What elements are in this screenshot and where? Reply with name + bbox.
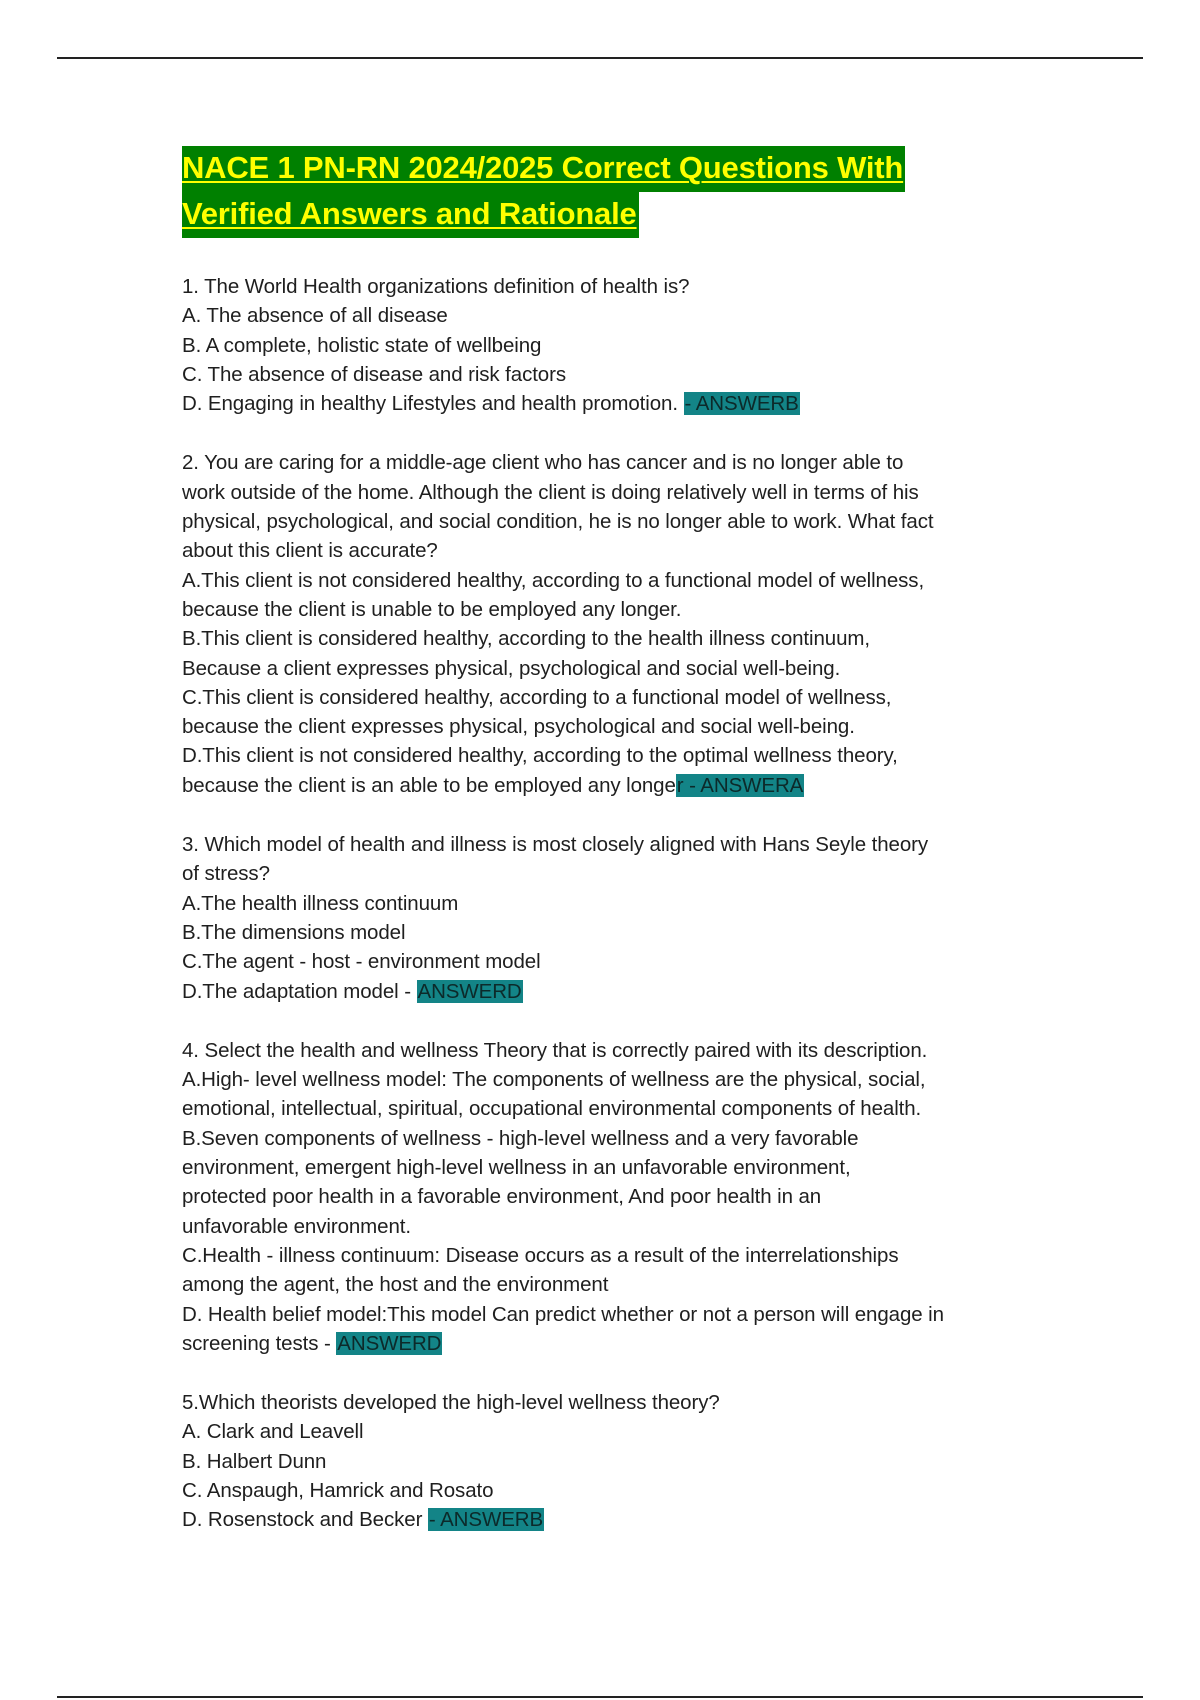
question-2-option-c: C.This client is considered healthy, according to a functional model of wellness,: [182, 685, 892, 709]
question-4-option-c-cont: among the agent, the host and the environment: [182, 1273, 609, 1297]
question-2: [182, 448, 1062, 800]
question-4-option-c: C.Health - illness continuum: Disease occurs as a result of the interrelationships: [182, 1243, 899, 1267]
question-2-prompt-line: about this client is accurate?: [182, 539, 438, 563]
question-3-option-d: [182, 977, 1062, 1006]
question-5: [182, 1388, 1062, 1534]
question-4-option-b-cont: environment, emergent high-level wellness in an unfavorable environment,: [182, 1156, 851, 1180]
question-2-prompt-line: physical, psychological, and social condition, he is no longer able to work. What fact: [182, 510, 934, 534]
question-4-option-d: D. Health belief model:This model Can predict whether or not a person will engage in: [182, 1302, 944, 1326]
question-1-answer-tag: - ANSWERB: [684, 392, 799, 416]
question-3-option-c: C.The agent - host - environment model: [182, 950, 541, 974]
title-line-1: NACE 1 PN-RN 2024/2025 Correct Questions With: [182, 146, 905, 192]
question-3-prompt-line: 3. Which model of health and illness is most closely aligned with Hans Seyle theory: [182, 833, 929, 857]
question-1-option-a: A. The absence of all disease: [182, 304, 448, 328]
question-4: [182, 1036, 1062, 1358]
question-4-option-d-cont: [182, 1329, 1062, 1358]
question-1-option-d-text: D. Engaging in healthy Lifestyles and health promotion.: [182, 392, 684, 416]
question-5-option-d: [182, 1505, 1062, 1534]
question-2-option-d-text: because the client is an able to be employed any longe: [182, 773, 676, 797]
question-2-option-d: D.This client is not considered healthy, according to the optimal wellness theory,: [182, 744, 898, 768]
question-2-prompt-line: work outside of the home. Although the client is doing relatively well in terms of his: [182, 480, 919, 504]
question-5-option-c: C. Anspaugh, Hamrick and Rosato: [182, 1478, 494, 1502]
question-1-option-b: B. A complete, holistic state of wellbeing: [182, 333, 542, 357]
question-3-option-d-text: D.The adaptation model -: [182, 979, 417, 1003]
question-1-option-c: C. The absence of disease and risk factors: [182, 362, 566, 386]
question-1: [182, 272, 1062, 418]
question-2-option-b-cont: Because a client expresses physical, psychological and social well-being.: [182, 656, 841, 680]
question-4-answer-tag: ANSWERD: [337, 1331, 442, 1355]
question-3-option-b: B.The dimensions model: [182, 920, 406, 944]
question-3-option-a: A.The health illness continuum: [182, 891, 459, 915]
question-2-option-c-cont: because the client expresses physical, psychological and social well-being.: [182, 715, 855, 739]
question-2-option-a: A.This client is not considered healthy, according to a functional model of wellness,: [182, 568, 925, 592]
document-page: [182, 146, 1062, 1565]
question-3-answer-tag: ANSWERD: [417, 979, 522, 1003]
question-4-option-d-text: screening tests -: [182, 1331, 337, 1355]
question-3-prompt-line: of stress?: [182, 862, 270, 886]
question-5-option-d-text: D. Rosenstock and Becker: [182, 1508, 428, 1532]
question-4-option-b-cont: protected poor health in a favorable environment, And poor health in an: [182, 1185, 822, 1209]
question-5-option-b: B. Halbert Dunn: [182, 1449, 327, 1473]
bottom-rule: [57, 1696, 1143, 1698]
top-rule: [57, 57, 1143, 59]
question-5-answer-tag: - ANSWERB: [428, 1508, 544, 1532]
question-4-option-a-cont: emotional, intellectual, spiritual, occupational environmental components of health.: [182, 1097, 922, 1121]
question-4-option-b: B.Seven components of wellness - high-level wellness and a very favorable: [182, 1126, 859, 1150]
question-4-option-b-cont: unfavorable environment.: [182, 1214, 411, 1238]
question-3: [182, 830, 1062, 1006]
question-2-option-b: B.This client is considered healthy, according to the health illness continuum,: [182, 627, 870, 651]
question-2-option-d-cont: [182, 771, 1062, 800]
question-5-option-a: A. Clark and Leavell: [182, 1420, 364, 1444]
question-4-option-a: A.High- level wellness model: The components of wellness are the physical, social,: [182, 1068, 926, 1092]
document-title: [182, 146, 1062, 238]
question-5-prompt: 5.Which theorists developed the high-level wellness theory?: [182, 1391, 720, 1415]
question-2-answer-tag: r - ANSWERA: [676, 773, 804, 797]
question-1-option-d: [182, 389, 1062, 418]
question-2-option-a-cont: because the client is unable to be employed any longer.: [182, 597, 682, 621]
question-4-prompt: 4. Select the health and wellness Theory that is correctly paired with its description.: [182, 1038, 928, 1062]
title-line-2: Verified Answers and Rationale: [182, 192, 639, 238]
question-2-prompt-line: 2. You are caring for a middle-age client who has cancer and is no longer able to: [182, 451, 904, 475]
question-1-prompt: 1. The World Health organizations definition of health is?: [182, 275, 690, 298]
